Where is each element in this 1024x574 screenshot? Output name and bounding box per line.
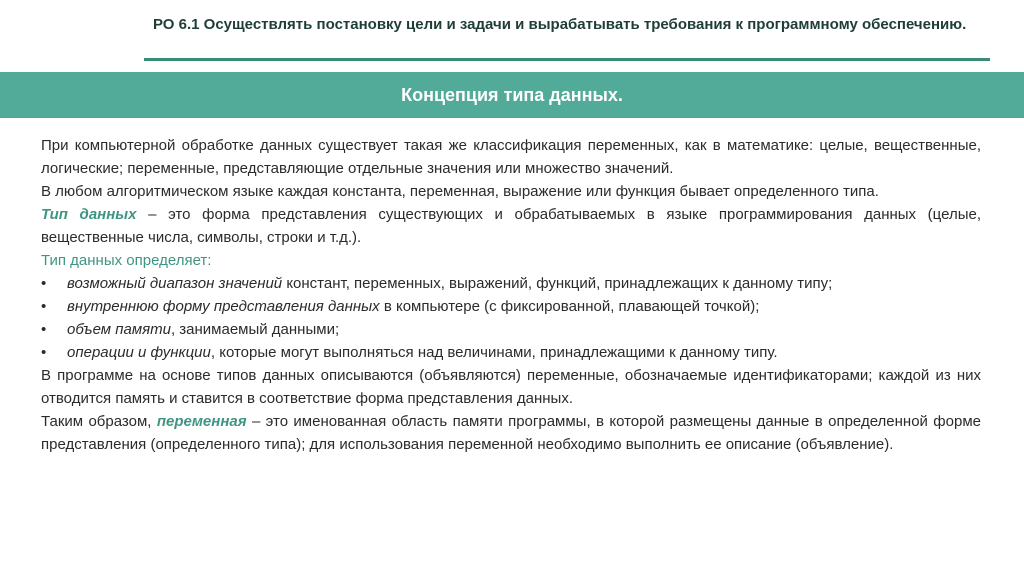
- list-item-text: констант, переменных, выражений, функций, принадлежащих к данному типу;: [282, 275, 833, 292]
- paragraph-types: В любом алгоритмическом языке каждая константа, переменная, выражение или функция бывает определенного типа.: [41, 183, 879, 200]
- slide-content: [41, 134, 981, 456]
- list-item-text: в компьютере (с фиксированной, плавающей точкой);: [379, 298, 760, 315]
- variable-intro: Таким образом,: [41, 413, 157, 430]
- paragraph-declaration: В программе на основе типов данных описываются (объявляются) переменные, обозначаемые идентификаторами; каждой из них отводится память и ставится в соответствие форма представления данных.: [41, 367, 981, 407]
- term-data-type: Тип данных: [41, 206, 137, 223]
- paragraph-classification: При компьютерной обработке данных существует такая же классификация переменных, как в математике: целые, вещественные, логические; переменные, представляющие отдельные значения или множество значений.: [41, 137, 981, 177]
- list-item-italic: операции и функции: [67, 344, 211, 361]
- list-item: [41, 341, 981, 364]
- bullet-marker: •: [41, 275, 47, 292]
- header-title: РО 6.1 Осуществлять постановку цели и задачи и вырабатывать требования к программному обеспечению.: [153, 16, 967, 33]
- section-title: Концепция типа данных.: [401, 84, 623, 105]
- header-divider: [144, 58, 990, 61]
- definition-text: – это форма представления существующих и обрабатываемых в языке программирования данных (целые, вещественные числа, символы, строки и т.д.).: [41, 206, 981, 246]
- list-item-text: , которые могут выполняться над величинами, принадлежащими к данному типу.: [210, 344, 778, 361]
- list-item-italic: внутреннюю форму представления данных: [67, 298, 380, 315]
- determines-list: [41, 272, 981, 364]
- variable-definition-text: – это именованная область памяти программы, в которой размещены данные в определенной форме представления (определенного типа); для использования переменной необходимо выполнить ее описание (объявление).: [41, 413, 981, 453]
- bullet-marker: •: [41, 298, 47, 315]
- term-variable: переменная: [156, 413, 247, 430]
- list-item: [41, 295, 981, 318]
- list-item-text: , занимаемый данными;: [170, 321, 340, 338]
- list-item-italic: объем памяти: [67, 321, 171, 338]
- paragraph-data-type-definition: [41, 203, 981, 249]
- bullet-marker: •: [41, 321, 47, 338]
- list-item: [41, 318, 981, 341]
- paragraph-variable-definition: [41, 410, 981, 456]
- list-item: [41, 272, 981, 295]
- bullet-marker: •: [41, 344, 47, 361]
- determines-label: Тип данных определяет:: [41, 252, 212, 269]
- list-item-italic: возможный диапазон значений: [67, 275, 283, 292]
- section-banner: [0, 72, 1024, 118]
